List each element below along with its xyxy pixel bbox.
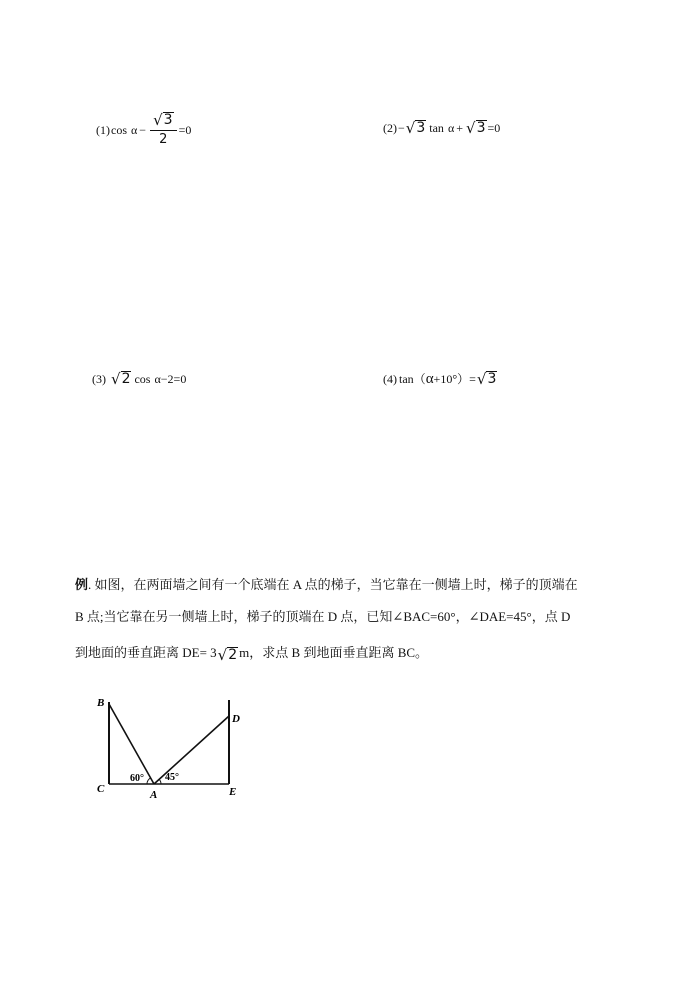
problem-2-func: tan	[429, 121, 444, 135]
problem-2-radicand-2: 3	[476, 120, 486, 136]
problem-3-sqrt: √ 2	[111, 370, 131, 388]
problem-1-rhs: =0	[178, 123, 192, 137]
problem-4-radicand: 3	[487, 371, 497, 387]
problem-1-label: (1)	[96, 123, 110, 137]
problem-2-label: (2)	[383, 121, 397, 135]
angle-label-right: 45°	[165, 772, 179, 783]
example-line-3	[75, 645, 428, 663]
label-d: D	[232, 713, 240, 725]
problem-1-var: α	[131, 123, 138, 137]
problem-2-neg: −	[398, 121, 405, 135]
example-text-2: B 点;当它靠在另一侧墙上时，梯子的顶端在 D 点，已知∠BAC=60°，∠DAE=45°，点 D	[75, 609, 571, 624]
problem-2-plus: +	[456, 121, 464, 135]
angle-arc-left	[147, 778, 151, 784]
problem-1-radicand: 3	[163, 112, 173, 128]
problem-3-radicand: 2	[121, 371, 131, 387]
label-c: C	[97, 783, 105, 795]
label-a: A	[150, 789, 158, 801]
label-b: B	[97, 697, 105, 709]
problem-3-label: (3)	[92, 372, 106, 386]
problem-3-rest: −2=0	[160, 372, 187, 386]
problem-4-label: (4)	[383, 372, 397, 386]
ladder-figure	[92, 692, 252, 804]
example-text-3b: m，求点 B 到地面垂直距离 BC。	[239, 645, 429, 660]
example-text-3a: 到地面的垂直距离 DE= 3	[75, 645, 217, 660]
example-line-1	[75, 577, 578, 593]
problem-4	[383, 371, 498, 387]
problem-1	[96, 112, 191, 148]
example-label: 例	[75, 577, 89, 592]
problem-3-var: α	[154, 372, 161, 386]
angle-label-left: 60°	[130, 773, 144, 784]
label-e: E	[229, 786, 237, 798]
problem-2	[383, 120, 500, 136]
ladder-ab	[109, 704, 154, 784]
problem-3-func: cos	[134, 372, 151, 386]
example-sqrt: √ 2	[217, 646, 238, 664]
problem-1-minus: −	[139, 123, 147, 137]
problem-4-var: α	[425, 371, 434, 387]
problem-1-fraction: √ 3 2	[150, 112, 176, 148]
problem-3	[92, 371, 186, 387]
problem-1-denominator: 2	[159, 132, 168, 147]
problem-2-radicand-1: 3	[416, 120, 426, 136]
problem-2-rhs: =0	[487, 121, 501, 135]
problem-2-sqrt-1: √ 3	[405, 119, 426, 137]
problem-4-sqrt: √ 3	[476, 370, 497, 388]
problem-2-sqrt-2: √ 3	[466, 119, 486, 137]
problem-4-eq: =	[469, 372, 476, 386]
problem-4-rparen: ）	[457, 372, 470, 386]
example-text-1: . 如图，在两面墙之间有一个底端在 A 点的梯子，当它靠在一侧墙上时，梯子的顶端在	[88, 577, 578, 592]
example-line-2	[75, 609, 570, 625]
problem-1-func: cos	[111, 123, 127, 137]
problem-2-var: α	[447, 121, 455, 135]
example-radicand: 2	[228, 647, 238, 663]
problem-4-plus-angle: +10°	[433, 372, 458, 386]
problem-4-lparen: （	[413, 372, 426, 386]
problem-4-func: tan	[399, 372, 414, 386]
